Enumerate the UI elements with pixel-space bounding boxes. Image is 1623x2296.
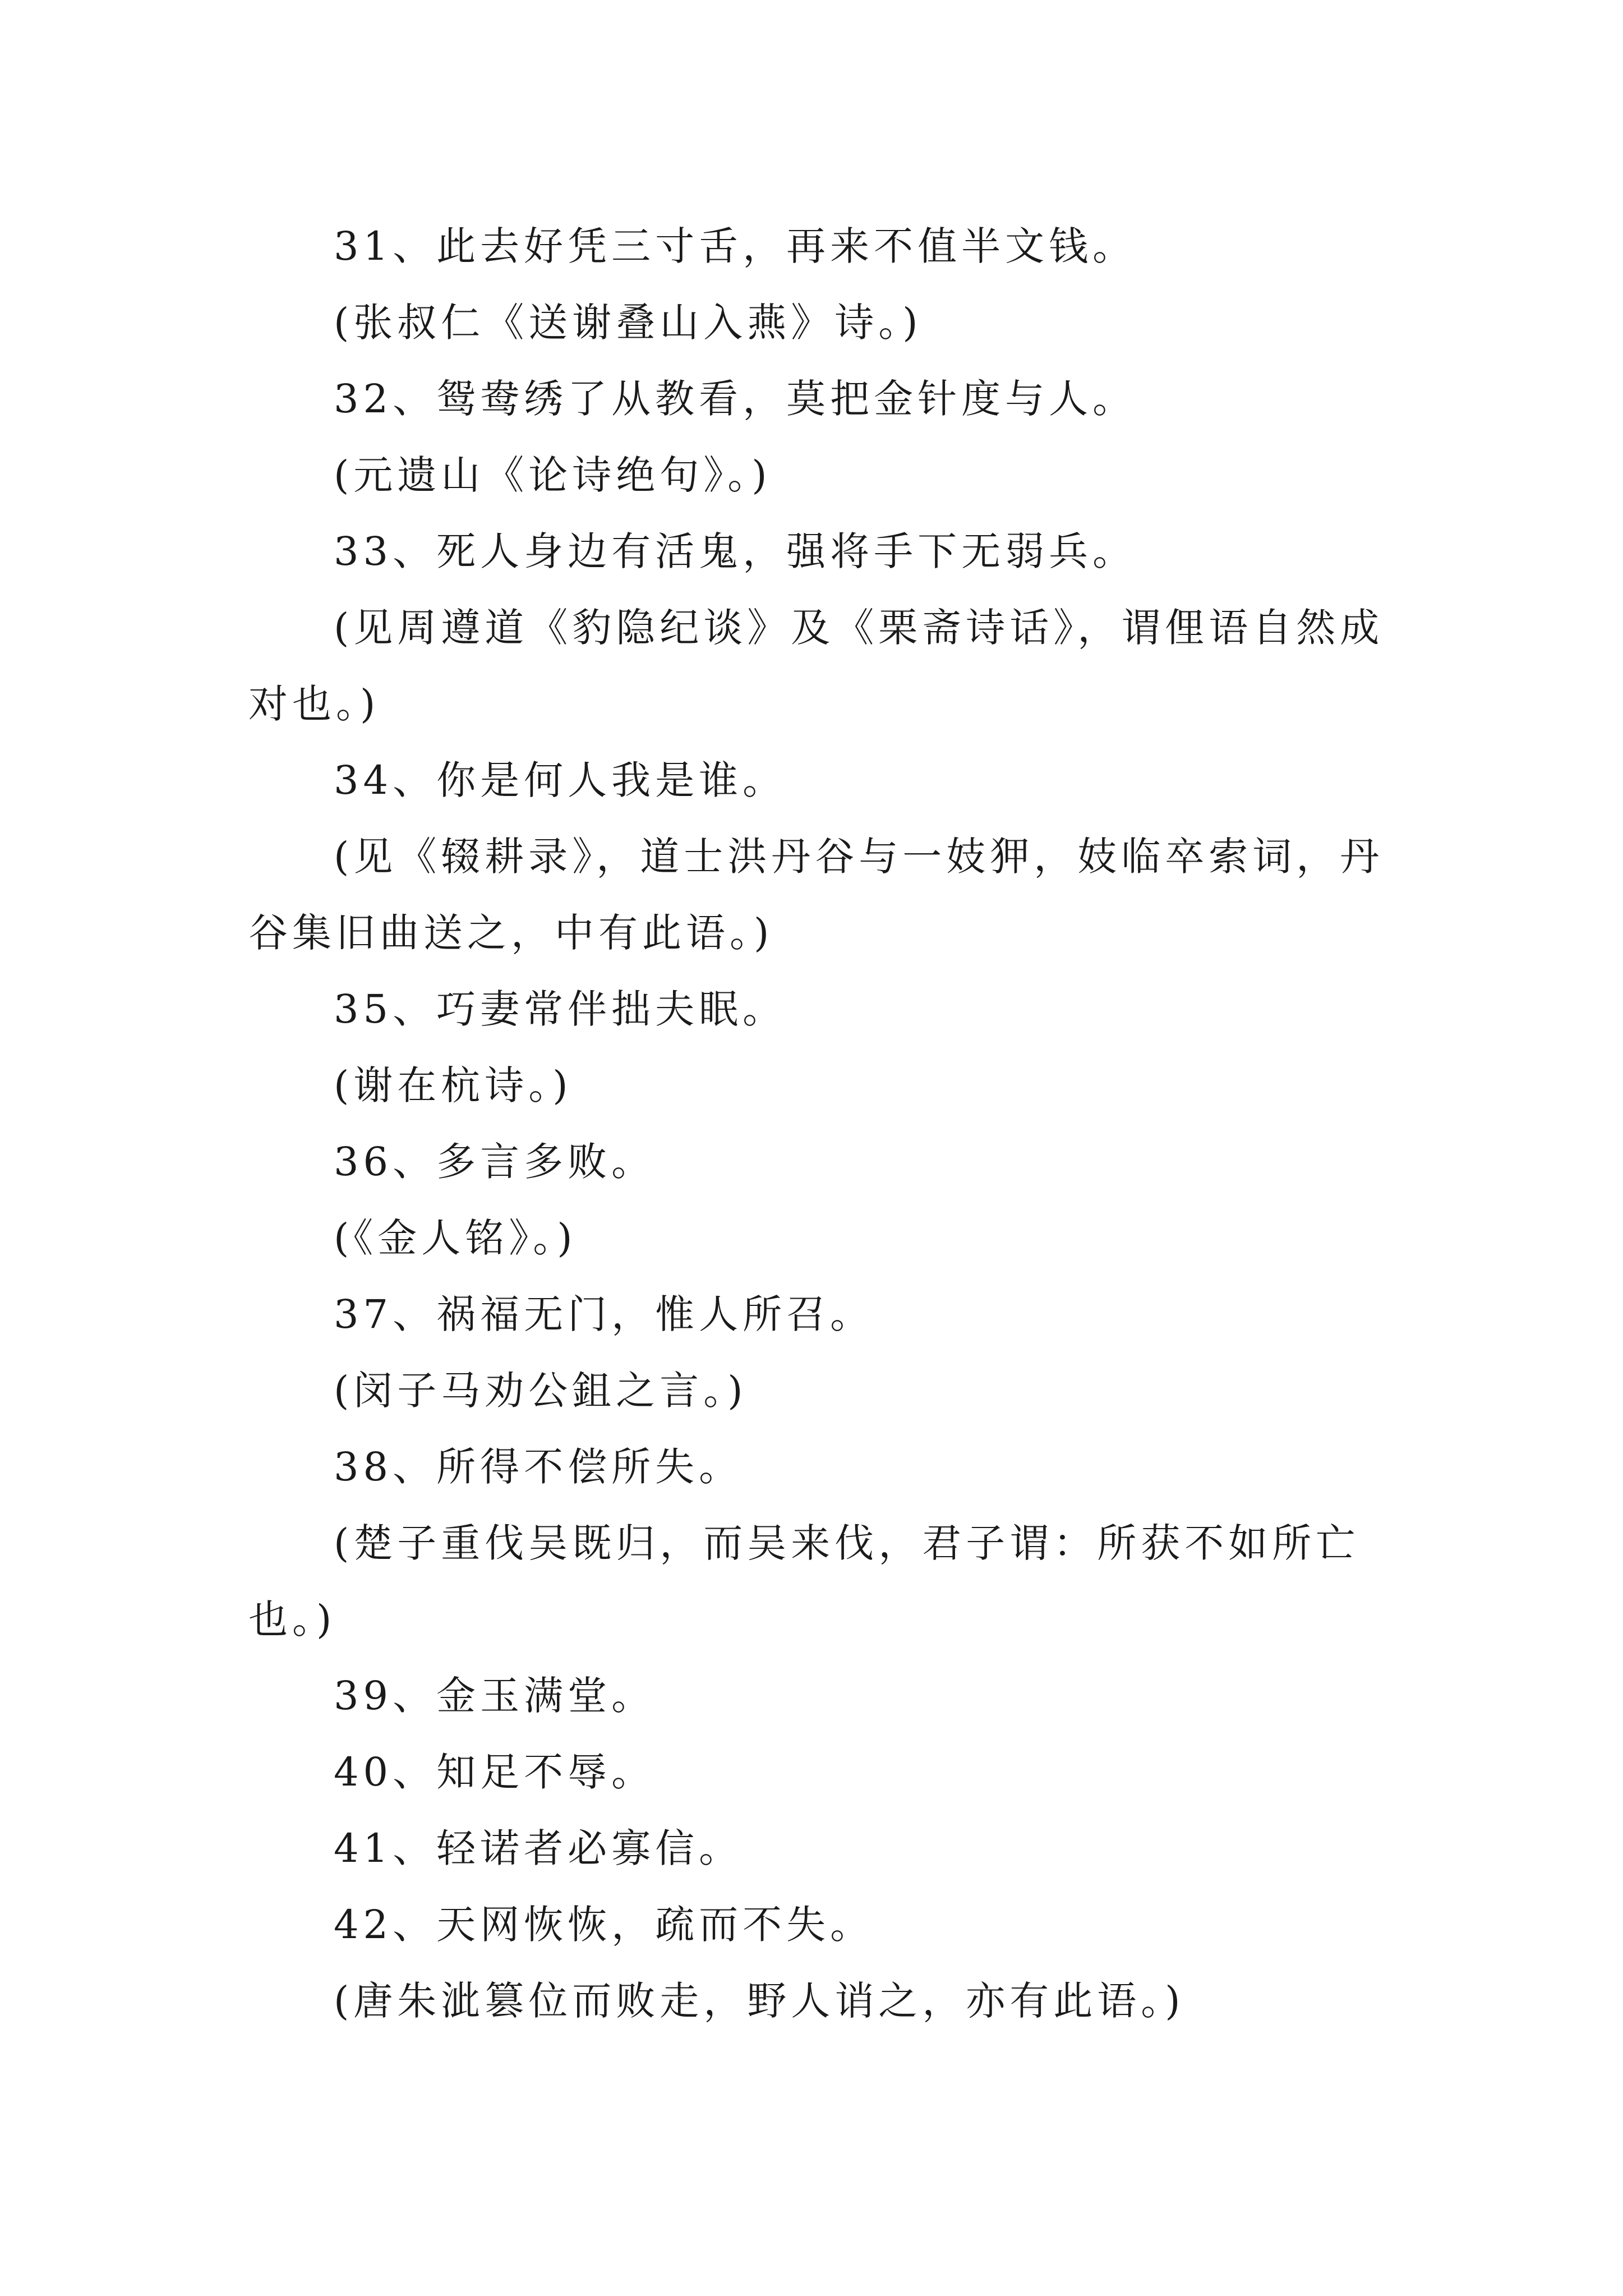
source-note-35: (谢在杭诗。) <box>334 1062 573 1108</box>
source-note-31: (张叔仁《送谢叠山入燕》诗。) <box>334 300 923 346</box>
saying-32: 32、鸳鸯绣了从教看，莫把金针度与人。 <box>334 376 1137 422</box>
saying-33: 33、死人身边有活鬼，强将手下无弱兵。 <box>334 528 1137 574</box>
source-note-34: (见《辍耕录》，道士洪丹谷与一妓狎，妓临卒索词，丹谷集旧曲送之，中有此语。) <box>248 834 1384 956</box>
saying-35: 35、巧妻常伴拙夫眠。 <box>334 986 787 1032</box>
source-note-33: (见周遵道《豹隐纪谈》及《栗斋诗话》，谓俚语自然成对也。) <box>248 605 1384 727</box>
saying-34: 34、你是何人我是谁。 <box>334 757 787 803</box>
document-body <box>248 208 1387 2039</box>
source-note-38: (楚子重伐吴既归，而吴来伐，君子谓：所获不如所亡也。) <box>248 1520 1360 1642</box>
saying-31: 31、此去好凭三寸舌，再来不值半文钱。 <box>334 223 1137 269</box>
saying-40: 40、知足不辱。 <box>334 1749 656 1795</box>
source-note-37: (闵子马劝公鉏之言。) <box>334 1368 748 1414</box>
saying-39: 39、金玉满堂。 <box>334 1673 656 1719</box>
saying-37: 37、祸福无门，惟人所召。 <box>334 1291 874 1337</box>
source-note-42: (唐朱泚篡位而败走，野人诮之，亦有此语。) <box>334 1978 1185 2024</box>
saying-36: 36、多言多败。 <box>334 1139 656 1185</box>
source-note-32: (元遗山《论诗绝句》。) <box>334 452 772 498</box>
source-note-36: (《金人铭》。) <box>334 1215 577 1261</box>
saying-41: 41、轻诺者必寡信。 <box>334 1825 743 1871</box>
saying-42: 42、天网恢恢，疏而不失。 <box>334 1902 874 1948</box>
saying-38: 38、所得不偿所失。 <box>334 1444 743 1490</box>
